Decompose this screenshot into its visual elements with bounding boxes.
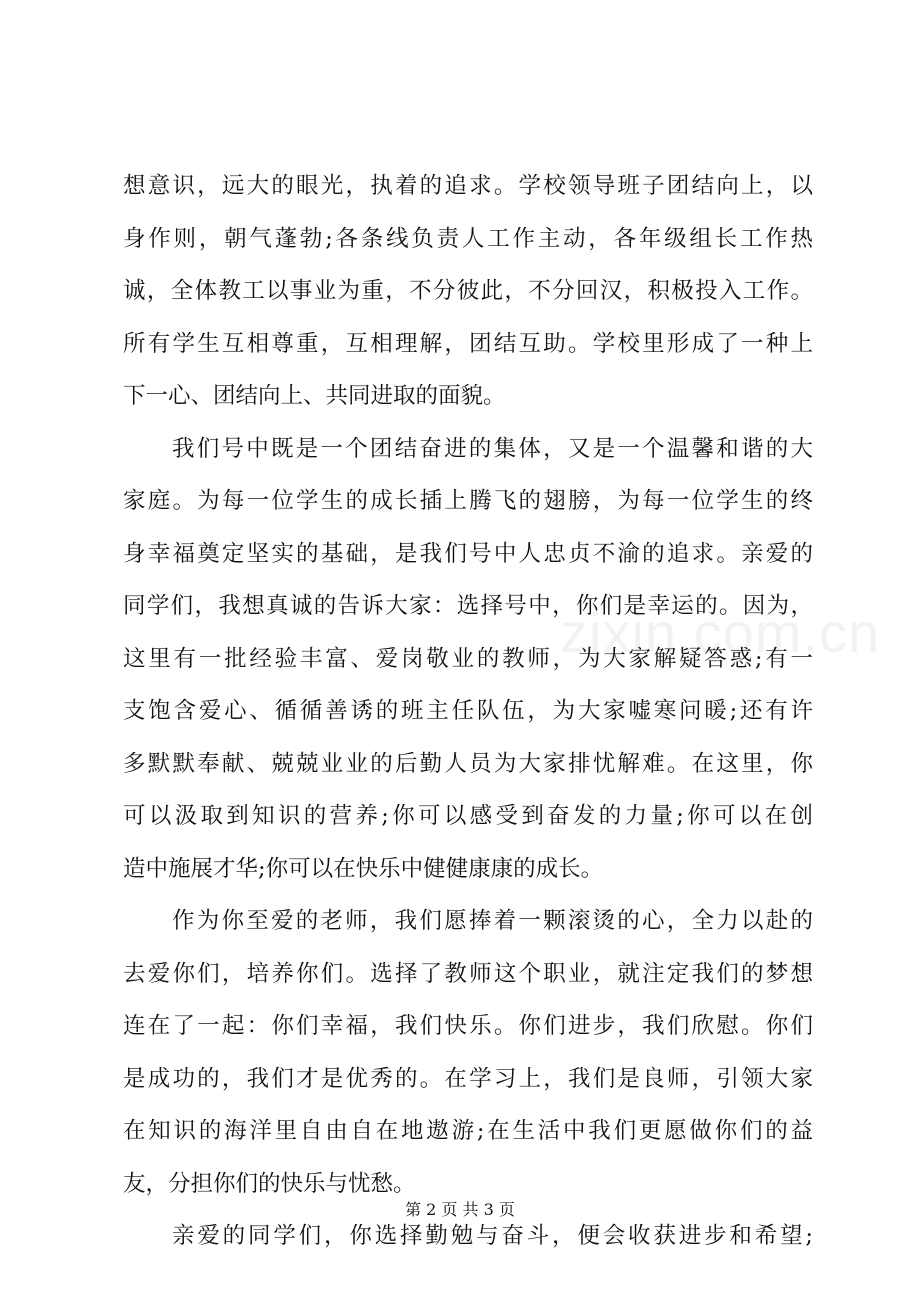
text-line: 连在了一起：你们幸福，我们快乐。你们进步，我们欣慰。你们 — [123, 1013, 813, 1039]
body-text — [123, 160, 813, 1263]
text-line: 家庭。为每一位学生的成长插上腾飞的翅膀，为每一位学生的终 — [123, 488, 813, 514]
text-line: 所有学生互相尊重，互相理解，团结互助。学校里形成了一种上 — [123, 330, 813, 357]
text-line: 友，分担你们的快乐与忧愁。 — [123, 1170, 416, 1197]
paragraph-first-line: 我们号中既是一个团结奋进的集体，又是一个温馨和谐的大 — [172, 435, 813, 462]
paragraph-first-line: 作为你至爱的老师，我们愿捧着一颗滚烫的心，全力以赴的 — [172, 908, 813, 934]
text-line: 是成功的，我们才是优秀的。在学习上，我们是良师，引领大家 — [123, 1065, 813, 1092]
text-line: 身作则，朝气蓬勃;各条线负责人工作主动，各年级组长工作热 — [123, 225, 813, 252]
text-line: 支饱含爱心、循循善诱的班主任队伍，为大家嘘寒问暖;还有许 — [123, 698, 813, 724]
text-line: 在知识的海洋里自由自在地遨游;在生活中我们更愿做你们的益 — [123, 1118, 813, 1144]
text-line: 去爱你们，培养你们。选择了教师这个职业，就注定我们的梦想 — [123, 960, 813, 987]
page-number-footer: 第 2 页 共 3 页 — [405, 1200, 515, 1219]
text-line: 可以汲取到知识的营养;你可以感受到奋发的力量;你可以在创 — [123, 803, 813, 829]
text-line: 身幸福奠定坚实的基础，是我们号中人忠贞不渝的追求。亲爱的 — [123, 540, 813, 567]
watermark: zixin.com.cn — [560, 601, 881, 664]
text-line: 诚，全体教工以事业为重，不分彼此，不分回汉，积极投入工作。 — [123, 278, 813, 304]
text-line: 下一心、团结向上、共同进取的面貌。 — [123, 383, 506, 409]
text-line: 同学们，我想真诚的告诉大家：选择号中，你们是幸运的。因为， — [123, 593, 813, 619]
text-line: 多默默奉献、兢兢业业的后勤人员为大家排忧解难。在这里，你 — [123, 750, 813, 777]
text-line: 想意识，远大的眼光，执着的追求。学校领导班子团结向上，以 — [123, 173, 813, 199]
text-line: 这里有一批经验丰富、爱岗敬业的教师，为大家解疑答惑;有一 — [123, 645, 813, 672]
paragraph-first-line: 亲爱的同学们，你选择勤勉与奋斗，便会收获进步和希望; — [172, 1223, 813, 1249]
text-line: 造中施展才华;你可以在快乐中健健康康的成长。 — [123, 855, 604, 882]
